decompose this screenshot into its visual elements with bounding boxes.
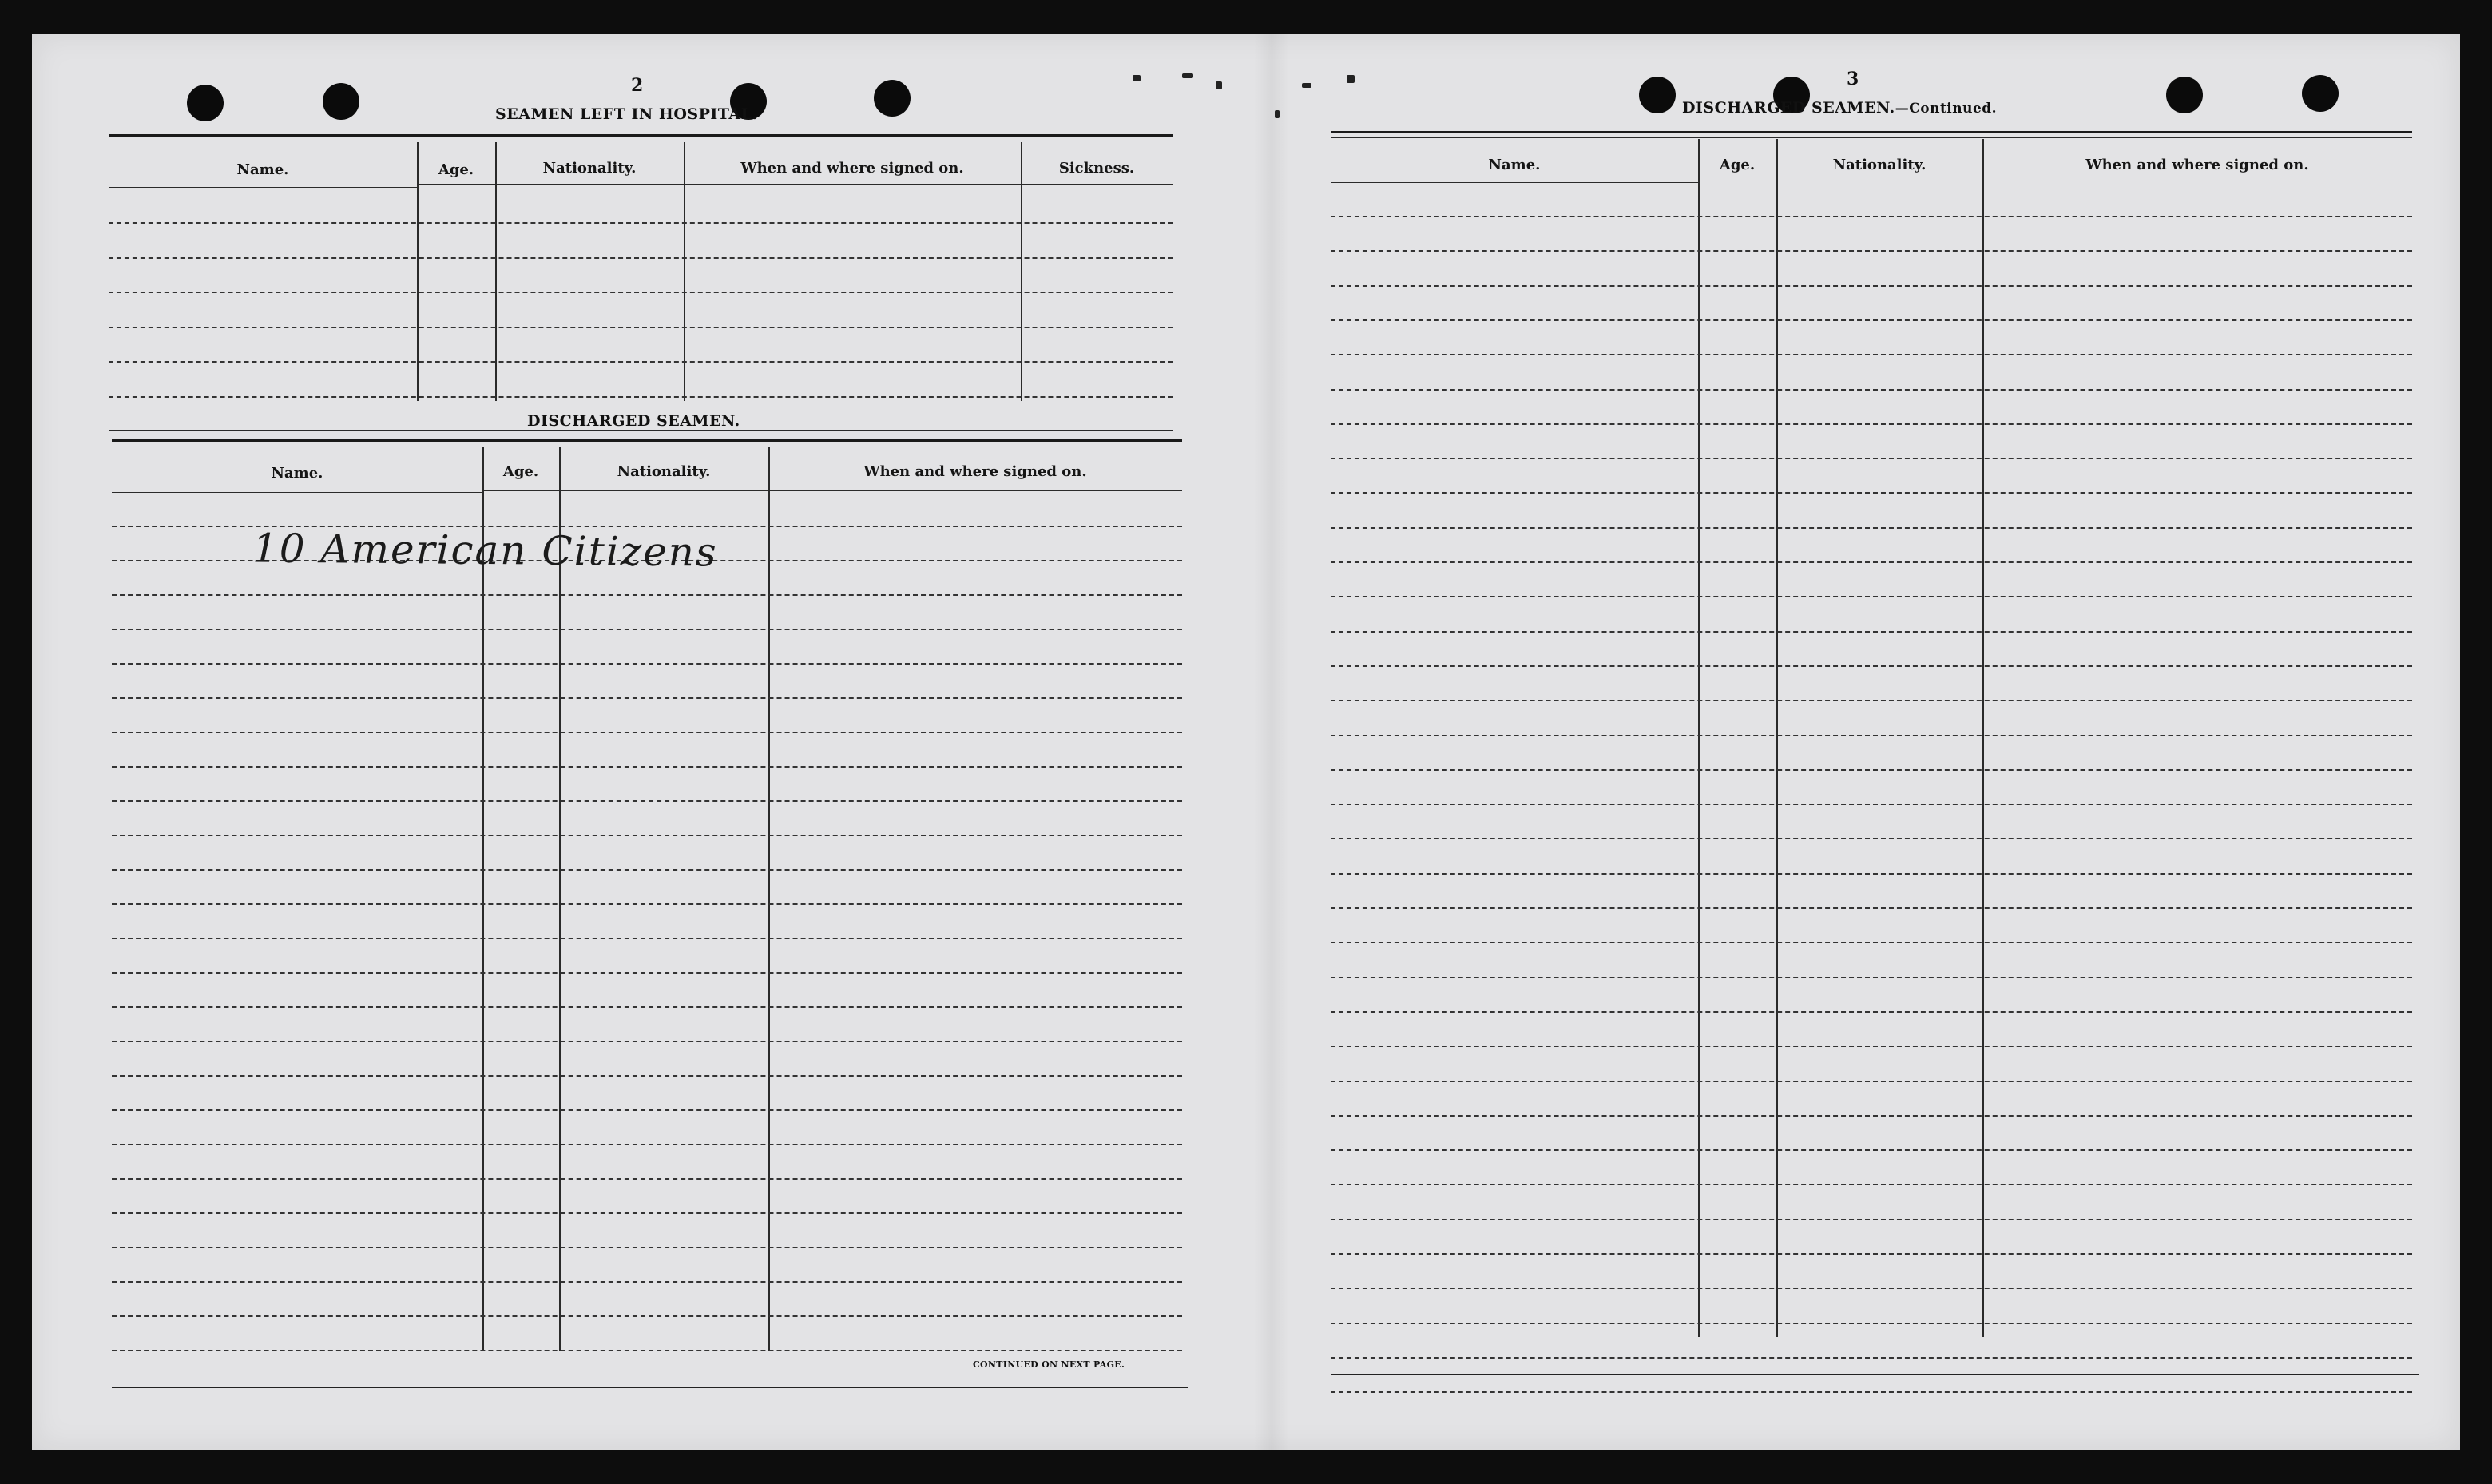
ink-smudge bbox=[1216, 81, 1222, 89]
ruled-row-line bbox=[1331, 596, 2412, 597]
ink-smudge bbox=[1302, 83, 1311, 88]
hospital-table bbox=[109, 134, 1173, 438]
ruled-row-line bbox=[1331, 735, 2412, 736]
ruled-row-line bbox=[1331, 389, 2412, 391]
ruled-row-line bbox=[1331, 319, 2412, 321]
ruled-row-line bbox=[1331, 423, 2412, 425]
discharged-col-nationality: Nationality. bbox=[617, 463, 711, 480]
ruled-row-line bbox=[1331, 1288, 2412, 1289]
discharged-col-age: Age. bbox=[502, 463, 539, 480]
ruled-row-line bbox=[112, 766, 1182, 768]
ruled-row-line bbox=[1331, 1011, 2412, 1013]
ruled-row-line bbox=[1331, 216, 2412, 217]
ruled-row-line bbox=[112, 1041, 1182, 1042]
ruled-row-line bbox=[112, 800, 1182, 802]
discharged-continued-title bbox=[1682, 99, 1997, 117]
ruled-row-line bbox=[1331, 631, 2412, 633]
ruled-row-line bbox=[112, 1178, 1182, 1180]
ruled-row-line bbox=[1331, 873, 2412, 875]
ruled-row-line bbox=[112, 663, 1182, 665]
ruled-row-line bbox=[112, 1281, 1182, 1283]
punch-hole bbox=[323, 83, 359, 120]
ruled-row-line bbox=[112, 1006, 1182, 1008]
ruled-row-line bbox=[112, 972, 1182, 974]
hospital-col-nationality: Nationality. bbox=[542, 160, 637, 177]
ruled-row-line bbox=[109, 396, 1173, 398]
ruled-row-line bbox=[112, 1247, 1182, 1248]
hospital-col-age: Age. bbox=[438, 161, 474, 178]
page-number-left: 2 bbox=[631, 75, 644, 96]
ruled-row-line bbox=[1331, 354, 2412, 355]
ruled-row-line bbox=[1331, 1391, 2412, 1393]
ruled-row-line bbox=[1331, 492, 2412, 494]
punch-hole bbox=[874, 80, 911, 117]
ruled-row-line bbox=[1331, 1081, 2412, 1082]
ruled-row-line bbox=[1331, 1149, 2412, 1151]
continued-col-nationality: Nationality. bbox=[1832, 157, 1927, 173]
ruled-row-line bbox=[1331, 838, 2412, 839]
discharged-continued-table bbox=[1331, 131, 2412, 1393]
ruled-row-line bbox=[1331, 907, 2412, 909]
discharged-col-signed-on: When and where signed on. bbox=[863, 463, 1087, 480]
continued-col-signed-on: When and where signed on. bbox=[2085, 157, 2309, 173]
ruled-row-line bbox=[112, 938, 1182, 939]
ruled-row-line bbox=[109, 327, 1173, 328]
discharged-continued-title-main: DISCHARGED SEAMEN. bbox=[1682, 99, 1895, 117]
ruled-row-line bbox=[109, 257, 1173, 259]
handwritten-entry: 10 American Citizens bbox=[252, 525, 718, 576]
ruled-row-line bbox=[1331, 285, 2412, 287]
discharged-section-title: DISCHARGED SEAMEN. bbox=[527, 412, 740, 430]
ruled-row-line bbox=[112, 594, 1182, 596]
ruled-row-line bbox=[112, 697, 1182, 699]
ruled-row-line bbox=[109, 222, 1173, 224]
hospital-col-sickness: Sickness. bbox=[1058, 160, 1135, 177]
ruled-row-line bbox=[1331, 1253, 2412, 1255]
ink-smudge bbox=[1133, 75, 1141, 81]
ruled-row-line bbox=[1331, 1184, 2412, 1185]
ink-smudge bbox=[1182, 73, 1193, 78]
ruled-row-line bbox=[109, 292, 1173, 293]
ruled-row-line bbox=[1331, 1115, 2412, 1117]
ruled-row-line bbox=[1331, 977, 2412, 978]
ruled-row-line bbox=[1331, 1046, 2412, 1047]
ruled-row-line bbox=[112, 732, 1182, 733]
ruled-row-line bbox=[109, 361, 1173, 363]
ruled-row-line bbox=[112, 1350, 1182, 1351]
ruled-row-line bbox=[1331, 527, 2412, 529]
page-number-right: 3 bbox=[1847, 69, 1859, 89]
ruled-row-line bbox=[1331, 942, 2412, 943]
punch-hole bbox=[2166, 77, 2203, 113]
ruled-row-line bbox=[1331, 1323, 2412, 1324]
ruled-row-line bbox=[1331, 250, 2412, 252]
continued-footnote: CONTINUED ON NEXT PAGE. bbox=[973, 1359, 1125, 1370]
ruled-row-line bbox=[112, 1144, 1182, 1145]
ink-smudge bbox=[1275, 110, 1280, 118]
hospital-col-signed-on: When and where signed on. bbox=[740, 160, 964, 177]
ruled-row-line bbox=[1331, 700, 2412, 701]
ruled-row-line bbox=[112, 629, 1182, 630]
ruled-row-line bbox=[112, 1109, 1182, 1111]
page-fold bbox=[1254, 34, 1289, 1450]
ruled-row-line bbox=[1331, 561, 2412, 563]
discharged-table bbox=[112, 439, 1182, 1398]
punch-hole bbox=[2302, 75, 2339, 112]
hospital-section-title: SEAMEN LEFT IN HOSPITAL. bbox=[495, 105, 758, 123]
ink-smudge bbox=[1347, 75, 1355, 83]
ruled-row-line bbox=[112, 1212, 1182, 1214]
hospital-col-name: Name. bbox=[236, 161, 289, 178]
ruled-row-line bbox=[1331, 1357, 2412, 1359]
ruled-row-line bbox=[1331, 665, 2412, 667]
ruled-row-line bbox=[1331, 769, 2412, 771]
discharged-continued-suffix: —Continued. bbox=[1895, 101, 1998, 117]
continued-col-age: Age. bbox=[1719, 157, 1756, 173]
ruled-row-line bbox=[1331, 1219, 2412, 1220]
ruled-row-line bbox=[112, 1075, 1182, 1077]
ruled-row-line bbox=[1331, 804, 2412, 805]
punch-hole bbox=[1639, 77, 1676, 113]
ruled-row-line bbox=[112, 903, 1182, 905]
ruled-row-line bbox=[112, 1315, 1182, 1317]
document-sheet bbox=[32, 34, 2460, 1450]
punch-hole bbox=[187, 85, 224, 121]
ruled-row-line bbox=[1331, 458, 2412, 459]
continued-col-name: Name. bbox=[1488, 157, 1541, 173]
discharged-col-name: Name. bbox=[271, 465, 323, 482]
ruled-row-line bbox=[112, 835, 1182, 836]
ruled-row-line bbox=[112, 869, 1182, 871]
